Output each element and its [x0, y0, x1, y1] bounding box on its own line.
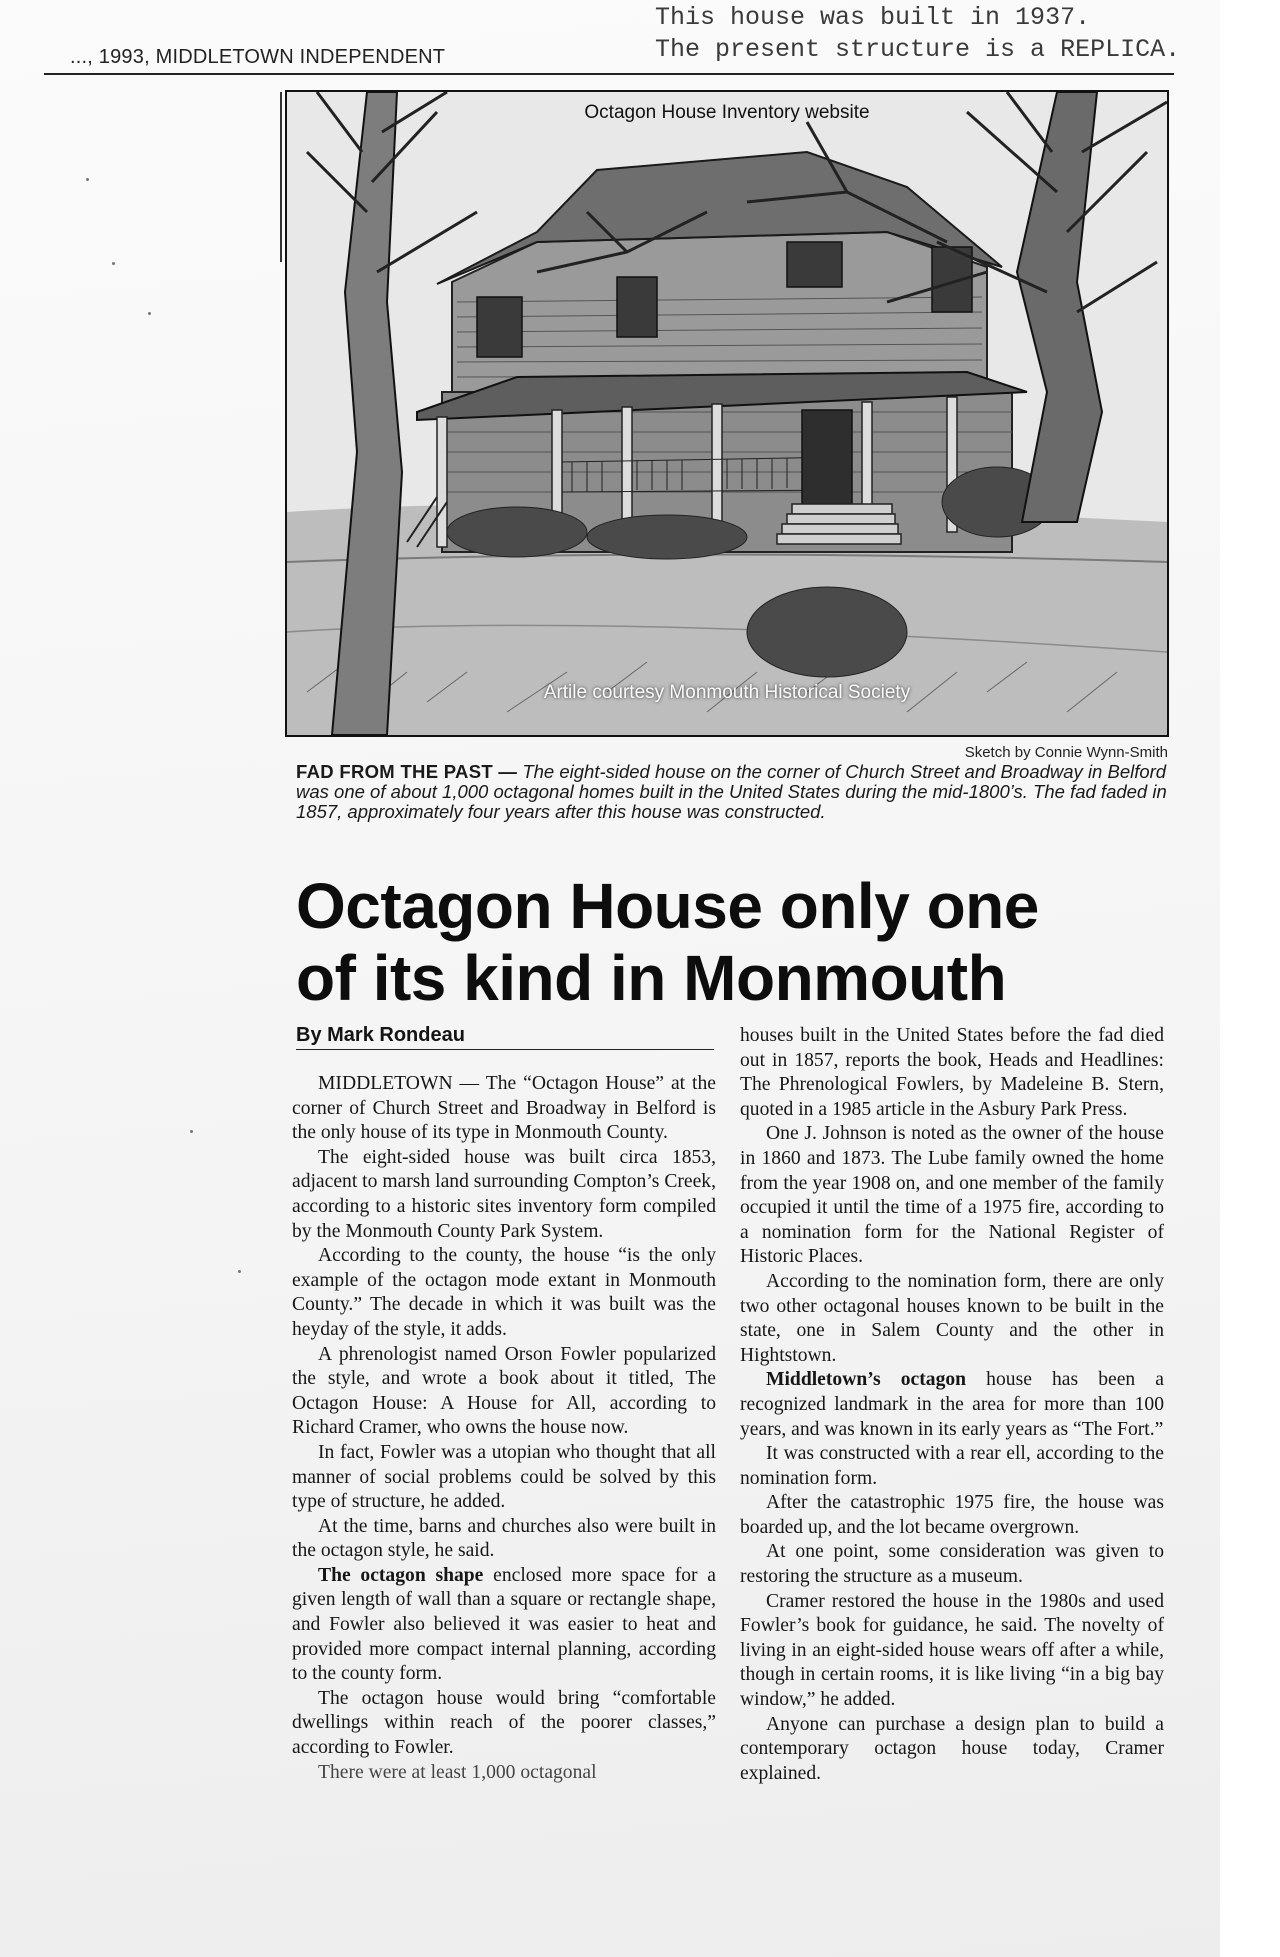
house-sketch [285, 90, 1169, 737]
article-paragraph: houses built in the United States before the fad died out in 1857, reports the book, Heads and Headlines: The Phrenological Fowlers, by Madeleine B. Stern, quoted in a 1985 article in the Asbury Park Press. [740, 1025, 1164, 1120]
scan-speck [148, 312, 151, 315]
paragraph-lead: Middletown’s octagon [766, 1369, 967, 1391]
article-paragraph: It was constructed with a rear ell, according to the nomination form. [740, 1443, 1164, 1489]
article-paragraph [740, 1368, 1164, 1442]
masthead-rule [44, 73, 1174, 75]
article-paragraph: One J. Johnson is noted as the owner of the house in 1860 and 1873. The Lube family owned the home from the year 1908 on, and one member of the family occupied it until the time of a 1975 fire, according to a nomination form for the National Register of Historic Places. [740, 1123, 1164, 1268]
article-paragraph: In fact, Fowler was a utopian who thought that all manner of social problems could be solved by this type of structure, he added. [292, 1441, 716, 1513]
photo-overlay-attribution: Artile courtesy Monmouth Historical Society [543, 682, 911, 703]
handwritten-note [655, 2, 1180, 66]
handwritten-note-line-1: This house was built in 1937. [655, 3, 1091, 32]
article-paragraph: A phrenologist named Orson Fowler popularized the style, and wrote a book about it titled, The Octagon House: A House for All, according to Richard Cramer, who owns the house now. [292, 1343, 716, 1439]
headline [296, 870, 1176, 1014]
article-paragraph: According to the nomination form, there are only two other octagonal houses known to be built in the state, one in Salem County and the other in Hightstown. [740, 1270, 1164, 1366]
handwritten-note-line-2: The present structure is a REPLICA. [655, 35, 1181, 64]
article-paragraph: The octagon house would bring “comfortable dwellings within reach of the poorer classes,” according to Fowler. [292, 1687, 716, 1759]
article-column-left [292, 1072, 716, 1785]
article-paragraph [292, 1564, 716, 1687]
article-paragraph: MIDDLETOWN — The “Octagon House” at the corner of Church Street and Broadway in Belford is the only house of its type in Monmouth County. [292, 1073, 716, 1144]
photo-overlay-source: Octagon House Inventory website [584, 102, 870, 123]
article-column-right [740, 1024, 1164, 1786]
sketch-credit: Sketch by Connie Wynn-Smith [964, 744, 1168, 761]
scan-speck [190, 1130, 193, 1133]
caption-text: The eight-sided house on the corner of Church Street and Broadway in Belford was one of about 1,000 octagonal homes built in the United States during the mid-1800’s. The fad faded in 1857, approximately four years after this house was constructed. [296, 761, 1167, 822]
scan-speck [86, 178, 89, 181]
paragraph-body: house has been a recognized landmark in the area for more than 100 years, and was known in its early years as “The Fort.” [740, 1369, 1164, 1440]
masthead-date-paper: ..., 1993, MIDDLETOWN INDEPENDENT [70, 46, 446, 68]
column-rule [280, 92, 282, 262]
article-paragraph: According to the county, the house “is the only example of the octagon mode extant in Monmouth County.” The decade in which it was built was the heyday of the style, it adds. [292, 1245, 716, 1340]
article-paragraph: Cramer restored the house in the 1980s and used Fowler’s book for guidance, he said. The novelty of living in an eight-sided house wears off after a while, though in certain rooms, it is like living “in a big bay window,” he added. [740, 1590, 1164, 1711]
photo-caption [296, 762, 1168, 822]
article-paragraph: Anyone can purchase a design plan to build a contemporary octagon house today, Cramer explained. [740, 1713, 1164, 1784]
headline-line-2: of its kind in Monmouth [296, 942, 1007, 1014]
article-paragraph: At the time, barns and churches also were built in the octagon style, he said. [292, 1515, 716, 1562]
paragraph-lead: The octagon shape [318, 1564, 484, 1586]
caption-kicker: FAD FROM THE PAST — [296, 761, 518, 782]
scan-speck [112, 262, 115, 265]
scan-margin [1220, 0, 1280, 1957]
article-paragraph: At one point, some consideration was given to restoring the structure as a museum. [740, 1541, 1164, 1588]
scan-speck [238, 1270, 241, 1273]
headline-line-1: Octagon House only one [296, 870, 1039, 942]
article-paragraph: The eight-sided house was built circa 1853, adjacent to marsh land surrounding Compton’s Creek, according to a historic sites inventory form compiled by the Monmouth County Park System. [292, 1146, 716, 1242]
paragraph-body: enclosed more space for a given length of wall than a square or rectangle shape, and Fowler also believed it was easier to heat and provided more compact internal planning, according to the county form. [292, 1564, 716, 1685]
byline: By Mark Rondeau [296, 1024, 714, 1050]
article-paragraph: After the catastrophic 1975 fire, the house was boarded up, and the lot became overgrown. [740, 1492, 1164, 1538]
article-paragraph: There were at least 1,000 octagonal [318, 1761, 597, 1783]
house-sketch-drawing [287, 92, 1167, 735]
